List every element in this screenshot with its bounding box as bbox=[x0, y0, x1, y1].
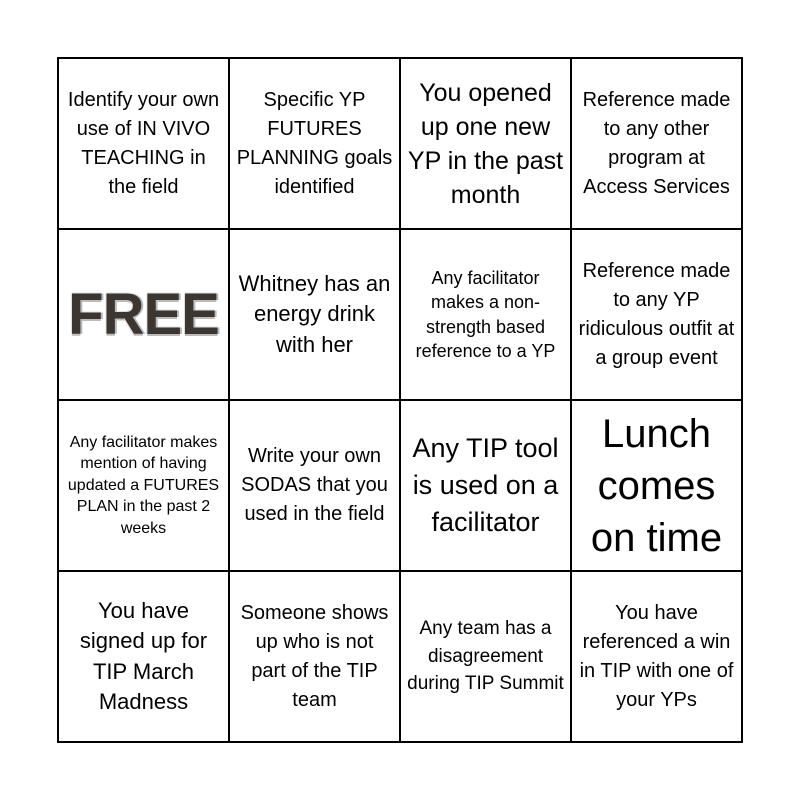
cell-text: Reference made to any YP ridiculous outfit at a group event bbox=[578, 259, 735, 369]
bingo-cell-r2c2[interactable] bbox=[229, 229, 400, 400]
bingo-cell-r1c1[interactable] bbox=[58, 58, 229, 229]
cell-text: Specific YP FUTURES PLANNING goals identified bbox=[236, 88, 393, 198]
cell-text: Someone shows up who is not part of the TIP team bbox=[240, 601, 389, 711]
cell-text: Any team has a disagreement during TIP Summit bbox=[407, 618, 564, 695]
bingo-cell-r3c1[interactable] bbox=[58, 400, 229, 571]
free-space-label: FREE bbox=[68, 282, 219, 347]
bingo-cell-r4c4[interactable] bbox=[571, 571, 742, 742]
cell-text: Any TIP tool is used on a facilitator bbox=[412, 432, 559, 538]
cell-text: Reference made to any other program at Access Services bbox=[582, 88, 731, 198]
bingo-cell-r2c4[interactable] bbox=[571, 229, 742, 400]
bingo-cell-r1c4[interactable] bbox=[571, 58, 742, 229]
bingo-cell-r1c2[interactable] bbox=[229, 58, 400, 229]
bingo-cell-r3c2[interactable] bbox=[229, 400, 400, 571]
cell-text: Any facilitator makes a non-strength based reference to a YP bbox=[415, 267, 556, 361]
bingo-cell-r2c3[interactable] bbox=[400, 229, 571, 400]
cell-text: Identify your own use of IN VIVO TEACHING in the field bbox=[67, 88, 220, 198]
cell-text: Any facilitator makes mention of having updated a FUTURES PLAN in the past 2 weeks bbox=[67, 433, 220, 537]
cell-text: Whitney has an energy drink with her bbox=[238, 270, 391, 357]
bingo-cell-r3c4[interactable] bbox=[571, 400, 742, 571]
cell-text: Write your own SODAS that you used in the field bbox=[241, 445, 388, 525]
bingo-cell-r4c1[interactable] bbox=[58, 571, 229, 742]
cell-text: Lunch comes on time bbox=[590, 411, 723, 560]
bingo-cell-r3c3[interactable] bbox=[400, 400, 571, 571]
bingo-cell-r2c1-free[interactable] bbox=[58, 229, 229, 400]
cell-text: You have signed up for TIP March Madness bbox=[79, 597, 208, 714]
cell-text: You opened up one new YP in the past month bbox=[407, 78, 564, 209]
bingo-cell-r4c2[interactable] bbox=[229, 571, 400, 742]
bingo-cell-r4c3[interactable] bbox=[400, 571, 571, 742]
bingo-cell-r1c3[interactable] bbox=[400, 58, 571, 229]
bingo-board bbox=[57, 57, 743, 743]
cell-text: You have referenced a win in TIP with one of your YPs bbox=[579, 601, 734, 711]
